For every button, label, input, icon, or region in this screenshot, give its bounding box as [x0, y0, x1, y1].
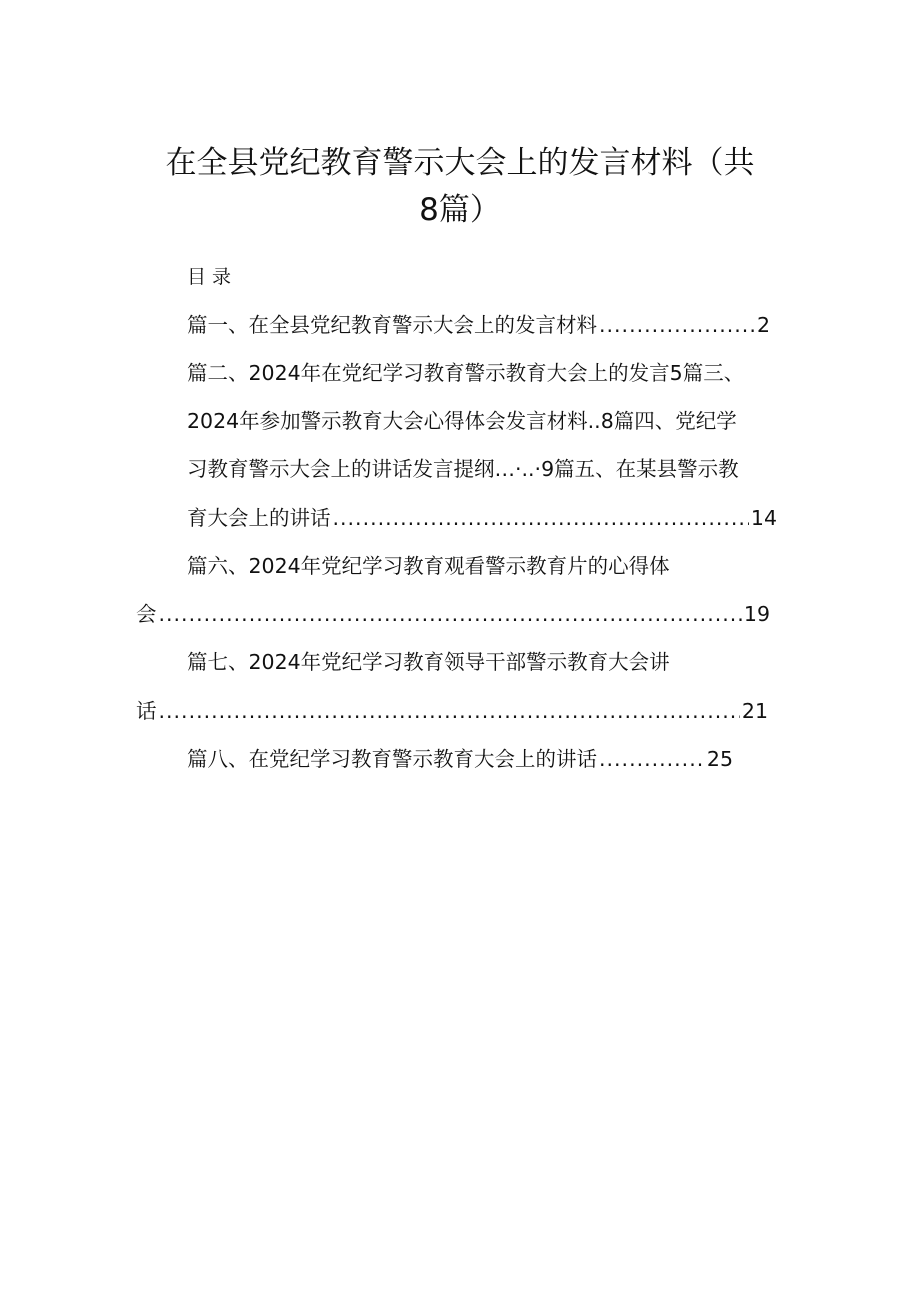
- document-title-line-2: 8篇）: [419, 192, 501, 228]
- toc-page-number: 14: [750, 506, 777, 530]
- toc-entry-text: 会: [136, 602, 157, 626]
- toc-entry[interactable]: [187, 406, 737, 436]
- toc-entry-text: 篇八、在党纪学习教育警示教育大会上的讲话: [187, 747, 597, 771]
- toc-page-number: 19: [743, 602, 770, 626]
- toc-entry[interactable]: [187, 551, 670, 581]
- toc-leader-dots: [159, 696, 740, 726]
- toc-entry[interactable]: [187, 454, 739, 484]
- toc-entry[interactable]: [136, 696, 768, 726]
- toc-page-number: 2: [756, 313, 770, 337]
- toc-heading: 目录: [187, 266, 238, 288]
- toc-entry-text: 篇一、在全县党纪教育警示大会上的发言材料: [187, 313, 597, 337]
- toc-entry[interactable]: [187, 310, 770, 340]
- toc-entry[interactable]: [136, 599, 770, 629]
- toc-page-number: 25: [706, 747, 733, 771]
- toc-entry[interactable]: [187, 358, 744, 388]
- toc-entry-text: 2024年参加警示教育大会心得体会发言材料..8篇四、党纪学: [187, 409, 737, 433]
- toc-entry-text: 习教育警示大会上的讲话发言提纲…·..·9篇五、在某县警示教: [187, 457, 739, 481]
- toc-entry-text: 篇六、2024年党纪学习教育观看警示教育片的心得体: [187, 554, 670, 578]
- toc-entry-text: 篇二、2024年在党纪学习教育警示教育大会上的发言5篇三、: [187, 361, 745, 385]
- toc-leader-dots: [333, 503, 749, 533]
- document-title-line-1: 在全县党纪教育警示大会上的发言材料（共: [165, 145, 755, 181]
- toc-page-number: 21: [741, 699, 768, 723]
- toc-entry-text: 篇七、2024年党纪学习教育领导干部警示教育大会讲: [187, 650, 670, 674]
- toc-entry-text: 话: [136, 699, 157, 723]
- toc-entry-text: 育大会上的讲话: [187, 506, 331, 530]
- toc-leader-dots: [599, 744, 705, 774]
- toc-entry[interactable]: [187, 744, 733, 774]
- toc-leader-dots: [159, 599, 742, 629]
- toc-leader-dots: [599, 310, 755, 340]
- toc-entry[interactable]: [187, 647, 670, 677]
- toc-entry[interactable]: [187, 503, 777, 533]
